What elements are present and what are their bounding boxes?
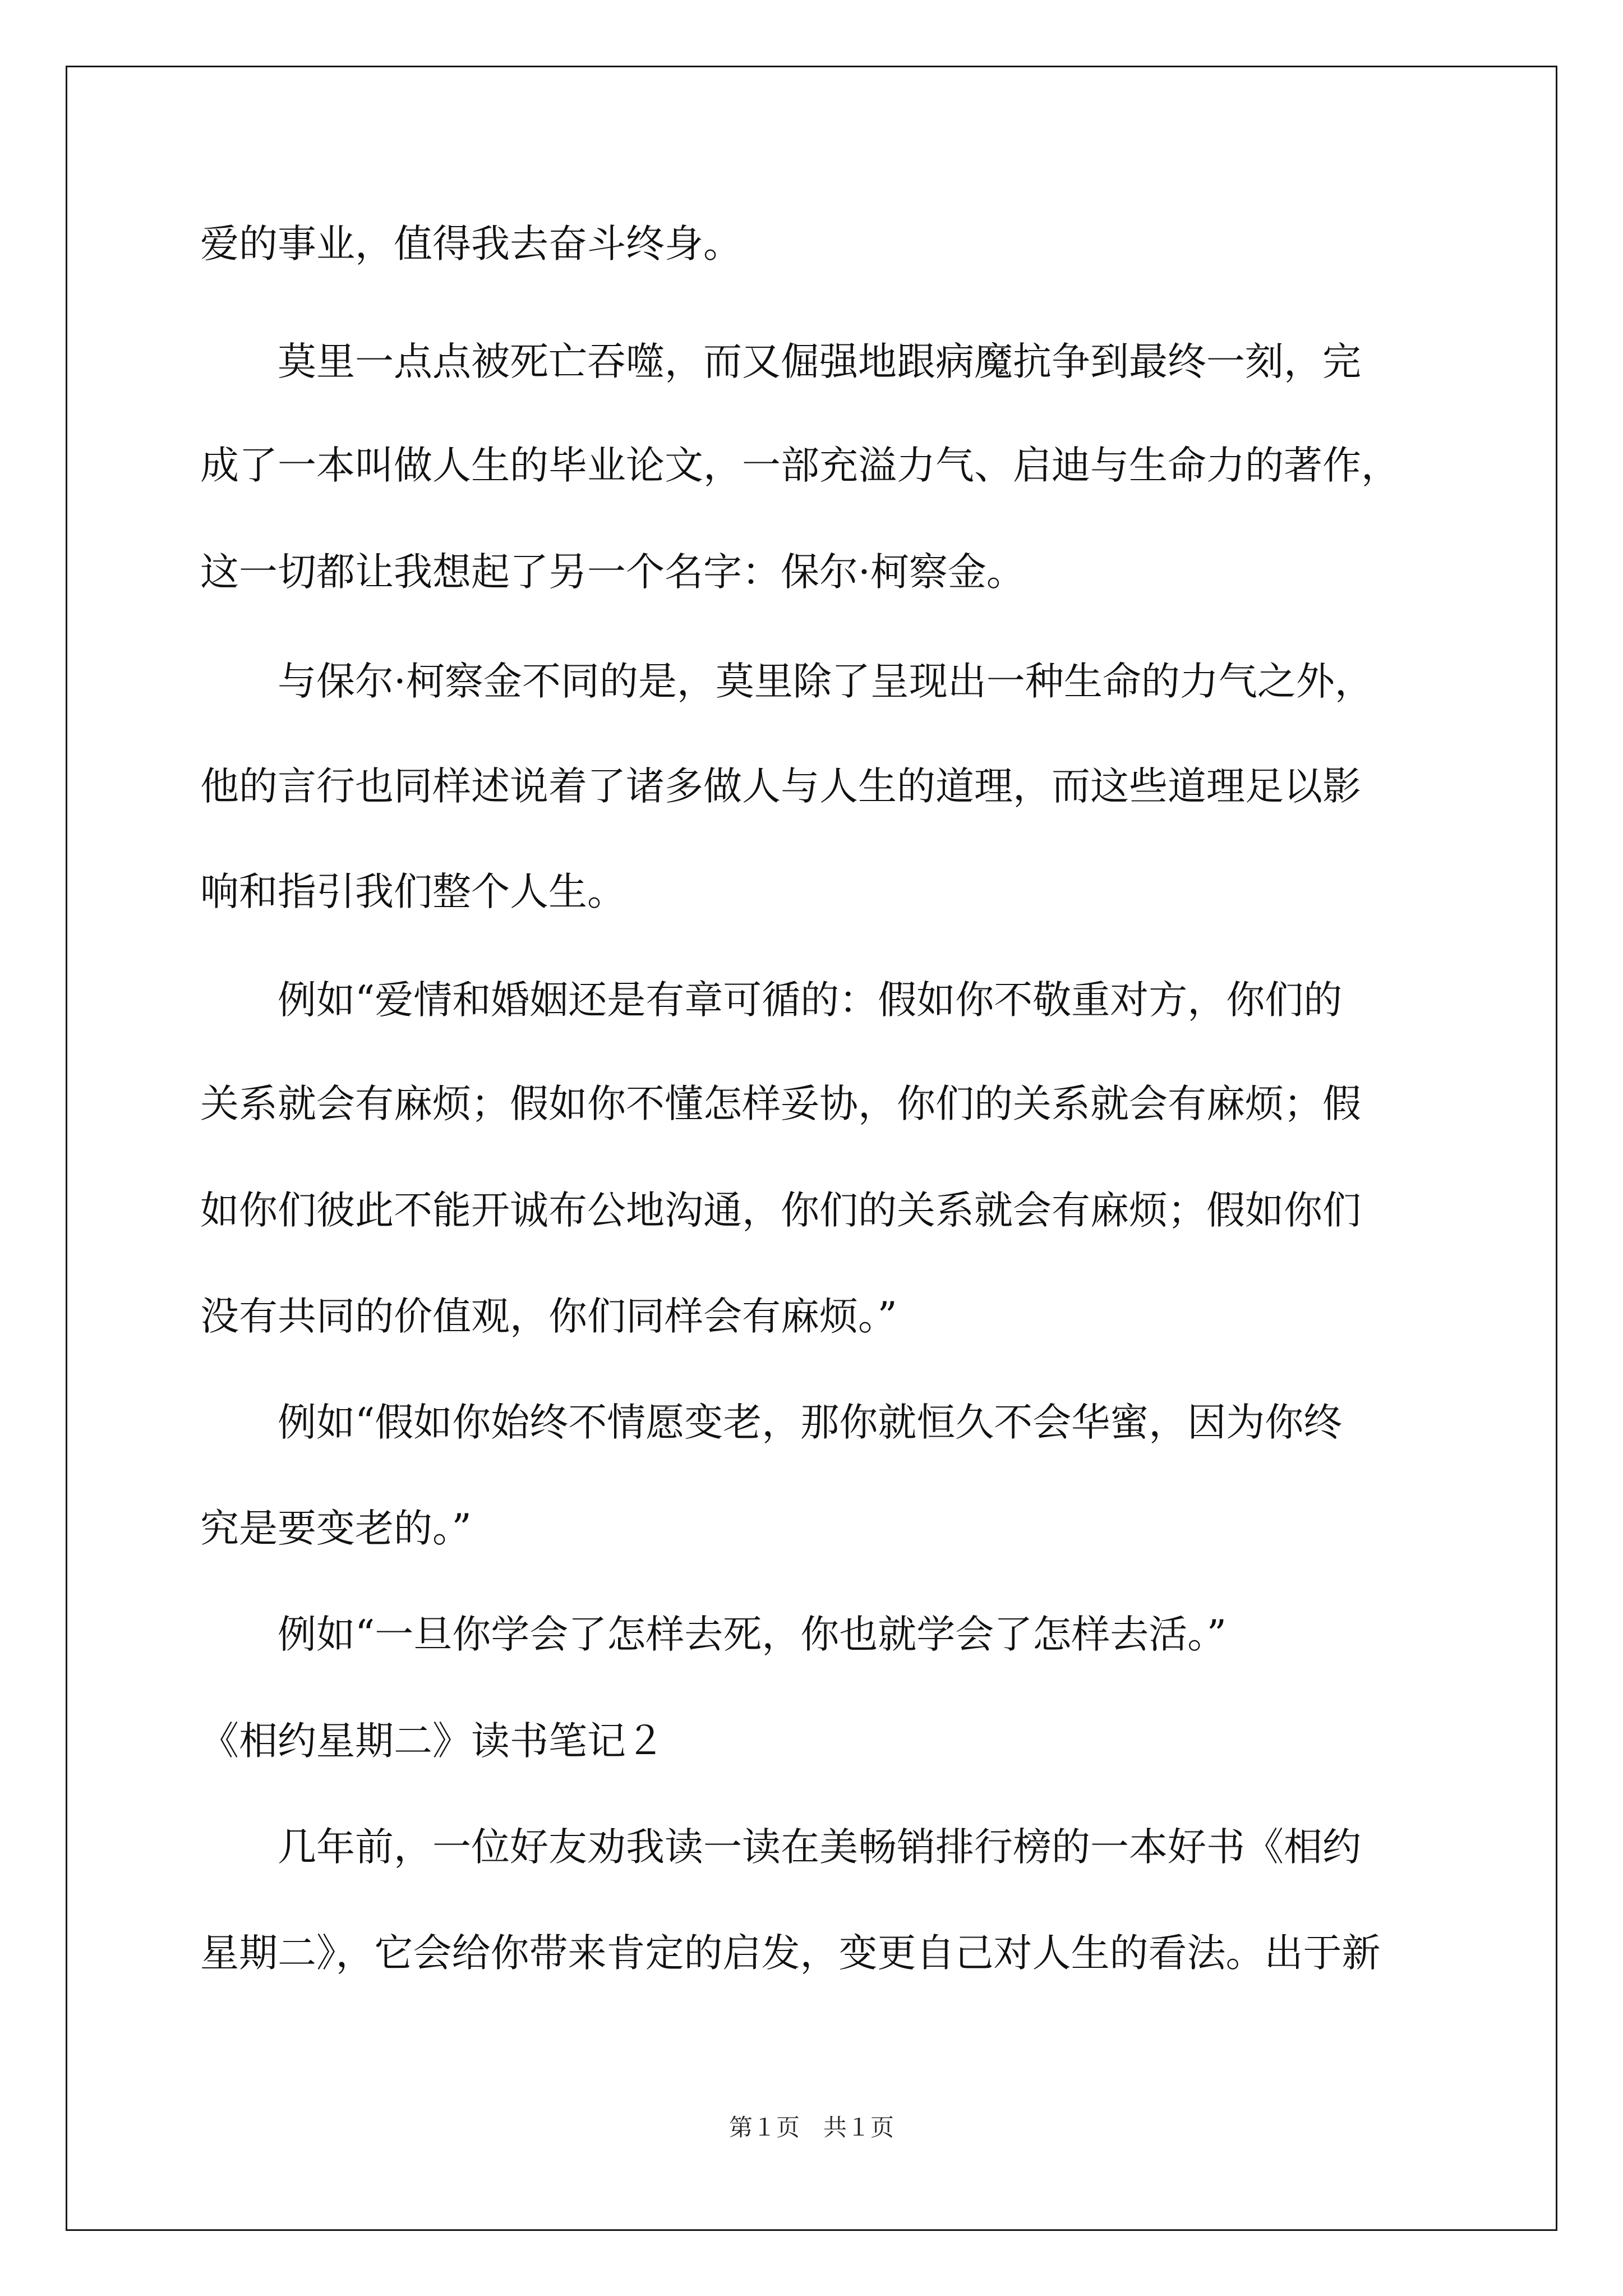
text-line: 关系就会有麻烦；假如你不懂怎样妥协，你们的关系就会有麻烦；假 — [200, 1082, 1361, 1126]
text-line: 如你们彼此不能开诚布公地沟通，你们的关系就会有麻烦；假如你们 — [200, 1188, 1361, 1233]
page-border — [66, 66, 1557, 2231]
text-line: 究是要变老的。” — [200, 1506, 472, 1551]
text-line: 没有共同的价值观，你们同样会有麻烦。” — [200, 1294, 897, 1339]
paragraph-line: 例如“假如你始终不情愿变老，那你就恒久不会华蜜，因为你终 — [200, 1400, 1343, 1445]
page-footer: 第１页 共１页 — [728, 2114, 894, 2141]
text-line: 爱的事业，值得我去奋斗终身。 — [200, 222, 742, 266]
paragraph-line: 莫里一点点被死亡吞噬，而又倔强地跟病魔抗争到最终一刻，完 — [200, 339, 1361, 384]
text-line: 他的言行也同样述说着了诸多做人与人生的道理，而这些道理足以影 — [200, 764, 1361, 809]
paragraph-line: 几年前，一位好友劝我读一读在美畅销排行榜的一本好书《相约 — [200, 1825, 1361, 1870]
section-heading: 《相约星期二》读书笔记２ — [200, 1719, 665, 1764]
text-line: 星期二》，它会给你带来肯定的启发，变更自己对人生的看法。出于新 — [200, 1931, 1381, 1976]
text-line: 这一切都让我想起了另一个名字：保尔·柯察金。 — [200, 550, 1025, 595]
text-line: 响和指引我们整个人生。 — [200, 869, 626, 914]
text-line: 成了一本叫做人生的毕业论文，一部充溢力气、启迪与生命力的著作， — [200, 443, 1400, 488]
paragraph-line: 例如“爱情和婚姻还是有章可循的：假如你不敬重对方，你们的 — [200, 978, 1343, 1023]
paragraph-line: 与保尔·柯察金不同的是，莫里除了呈现出一种生命的力气之外， — [200, 659, 1373, 704]
paragraph-line: 例如“一旦你学会了怎样去死，你也就学会了怎样去活。” — [200, 1612, 1227, 1657]
